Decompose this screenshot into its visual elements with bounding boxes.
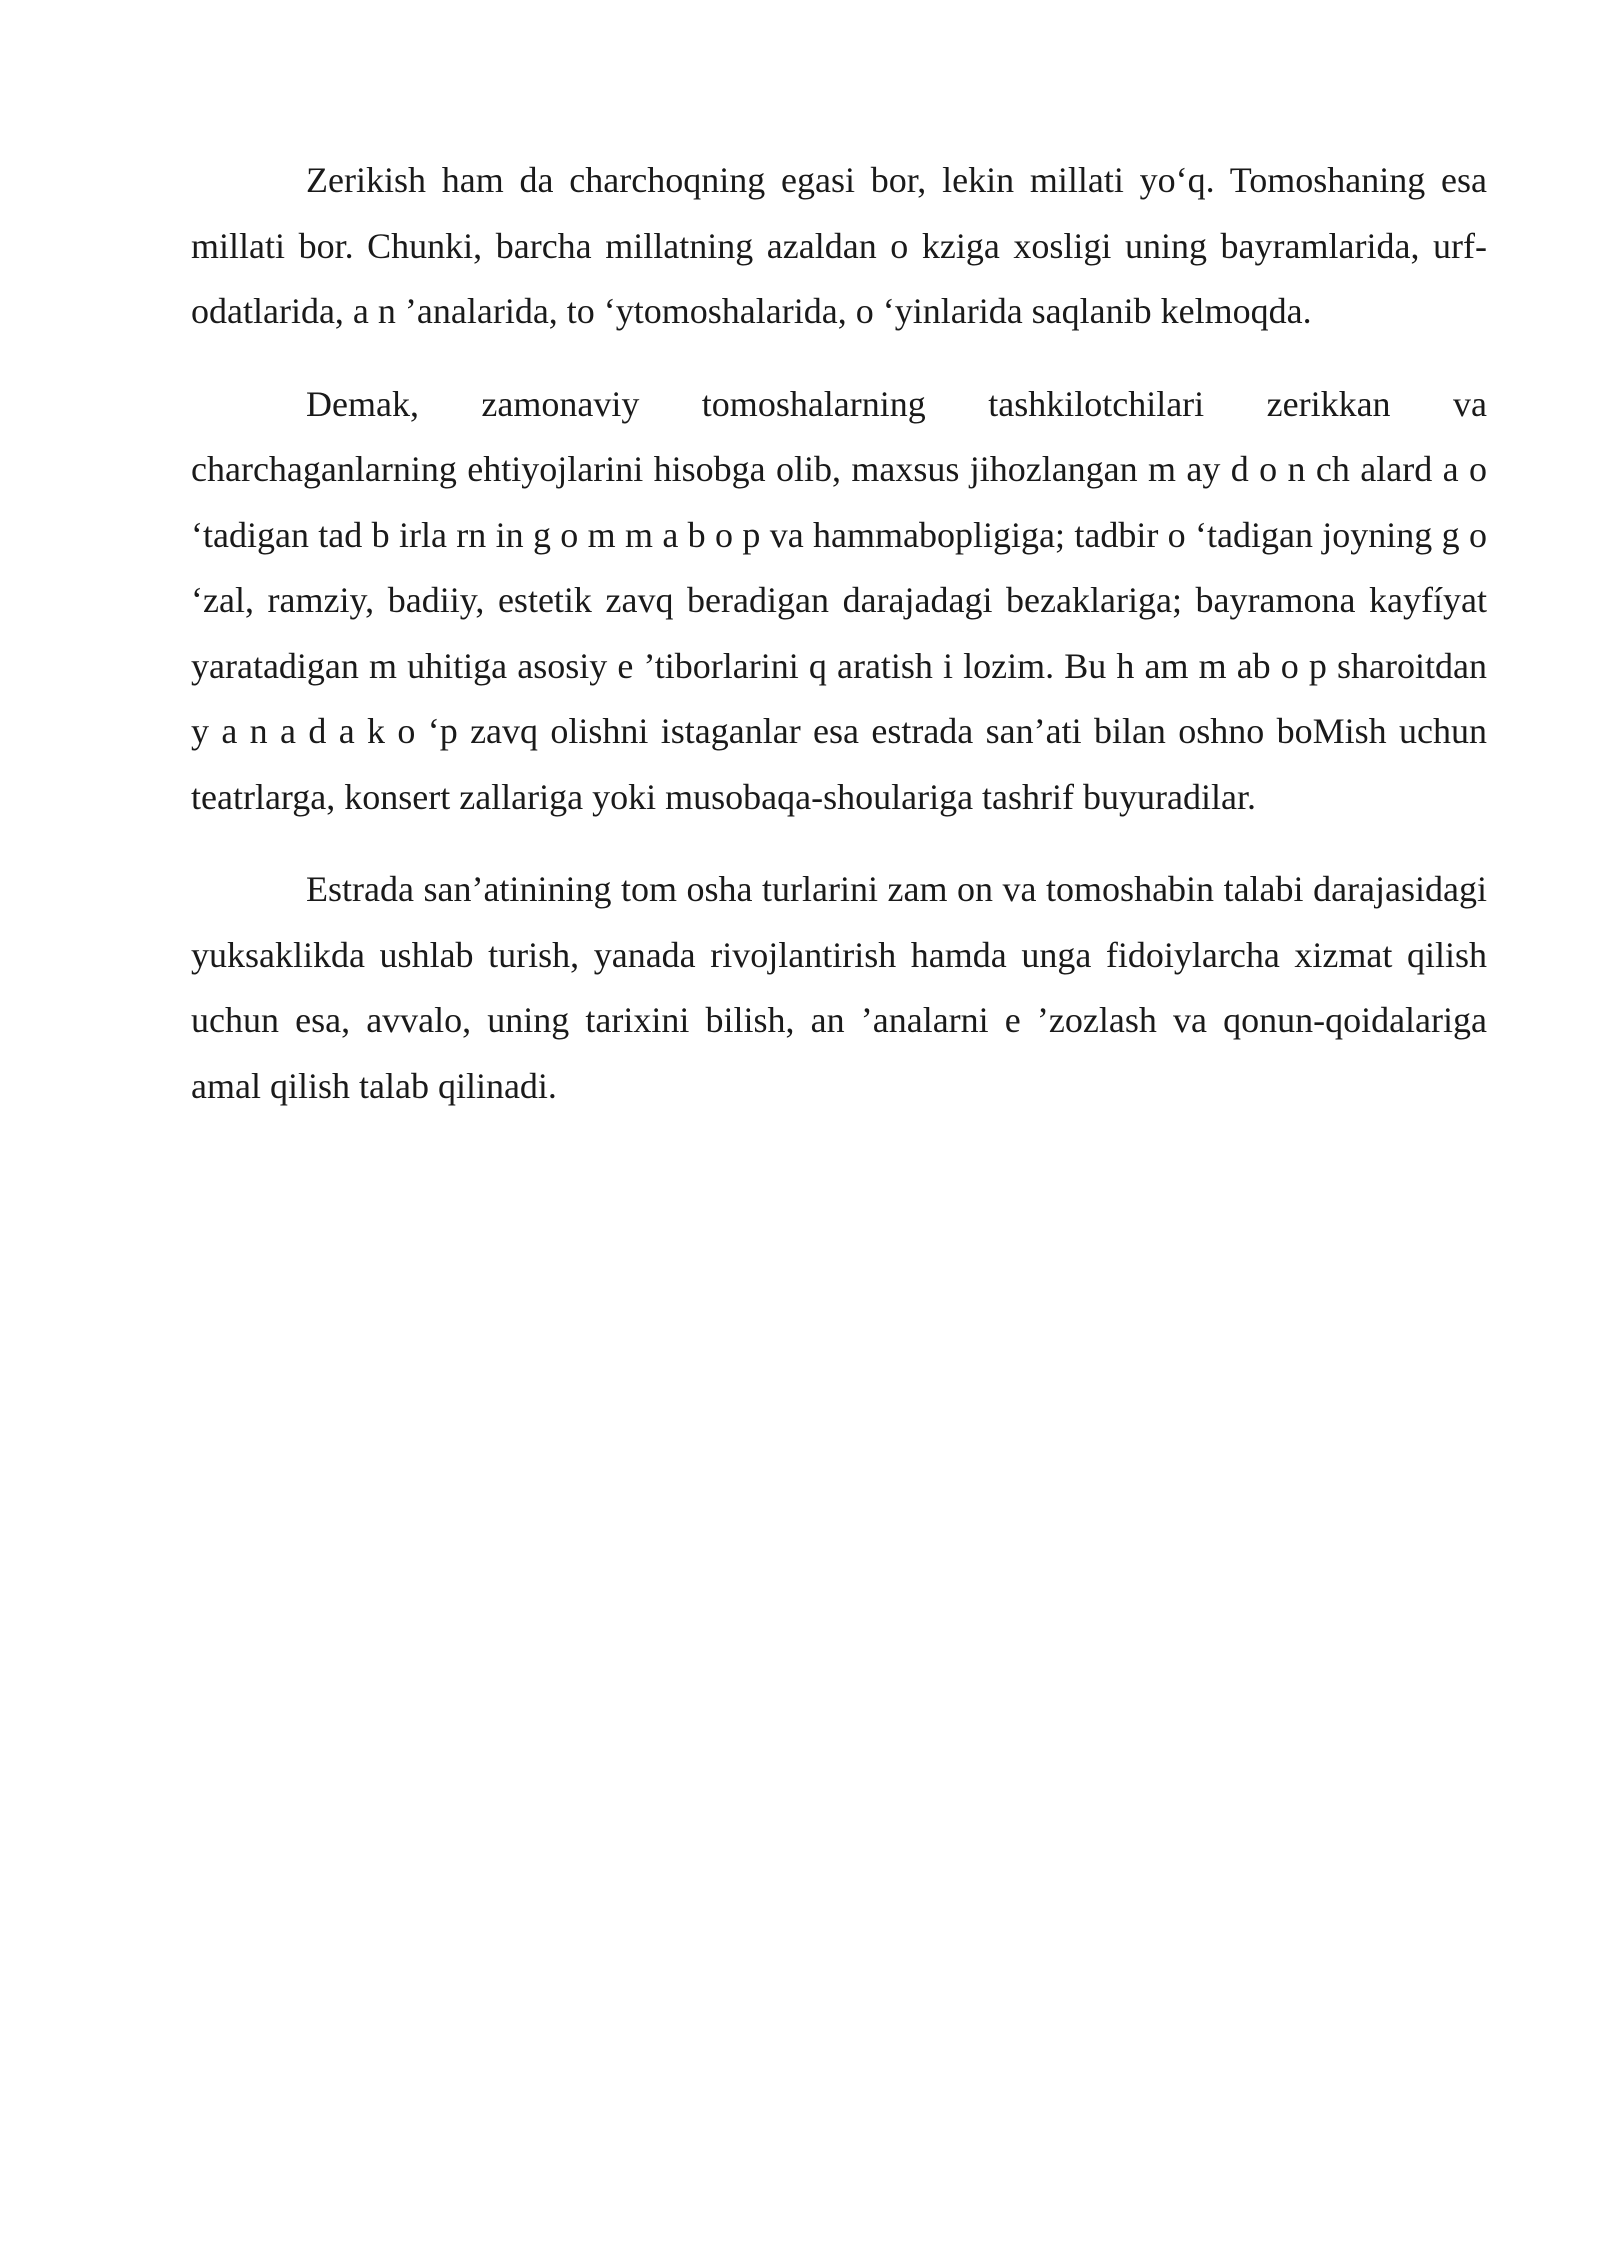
paragraph-1: Zerikish ham da charchoqning egasi bor, lekin millati yo‘q. Tomoshaning esa millati bor. Chunki, barcha millatning azaldan o kziga xosligi uning bayramlarida, urf-odatlarida, a n ’analarida, to ‘ytomoshalarida, o ‘yinlarida saqlanib kelmoqda.: [191, 160, 1487, 331]
paragraph-2: Demak, zamonaviy tomoshalarning tashkilotchilari zerikkan va charchaganlarning ehtiyojlarini hisobga olib, maxsus jihozlangan m ay d o n ch alard a o ‘tadigan tad b irla rn in g o m m a b o p va hammabopligiga; tadbir o ‘tadigan joyning g o ‘zal, ramziy, badiiy, estetik zavq beradigan darajadagi bezaklariga; bayramona kayfíyat yaratadigan m uhitiga asosiy e ’tiborlarini q aratish i lozim. Bu h am m ab o p sharoitdan y a n a d a k o ‘p zavq olishni istaganlar esa estrada san’ati bilan oshno boMish uchun teatrlarga, konsert zallariga yoki musobaqa-shoulariga tashrif buyuradilar.: [191, 383, 1487, 817]
paragraph-3: Estrada san’atinining tom osha turlarini zam on va tomoshabin talabi darajasidagi yuksaklikda ushlab turish, yanada rivojlantirish hamda unga fidoiylarcha xizmat qilish uchun esa, avvalo, uning tarixini bilish, an ’analarni e ’zozlash va qonun-qoidalariga amal qilish talab qilinadi.: [191, 869, 1487, 1106]
document-body: [191, 148, 1487, 1146]
